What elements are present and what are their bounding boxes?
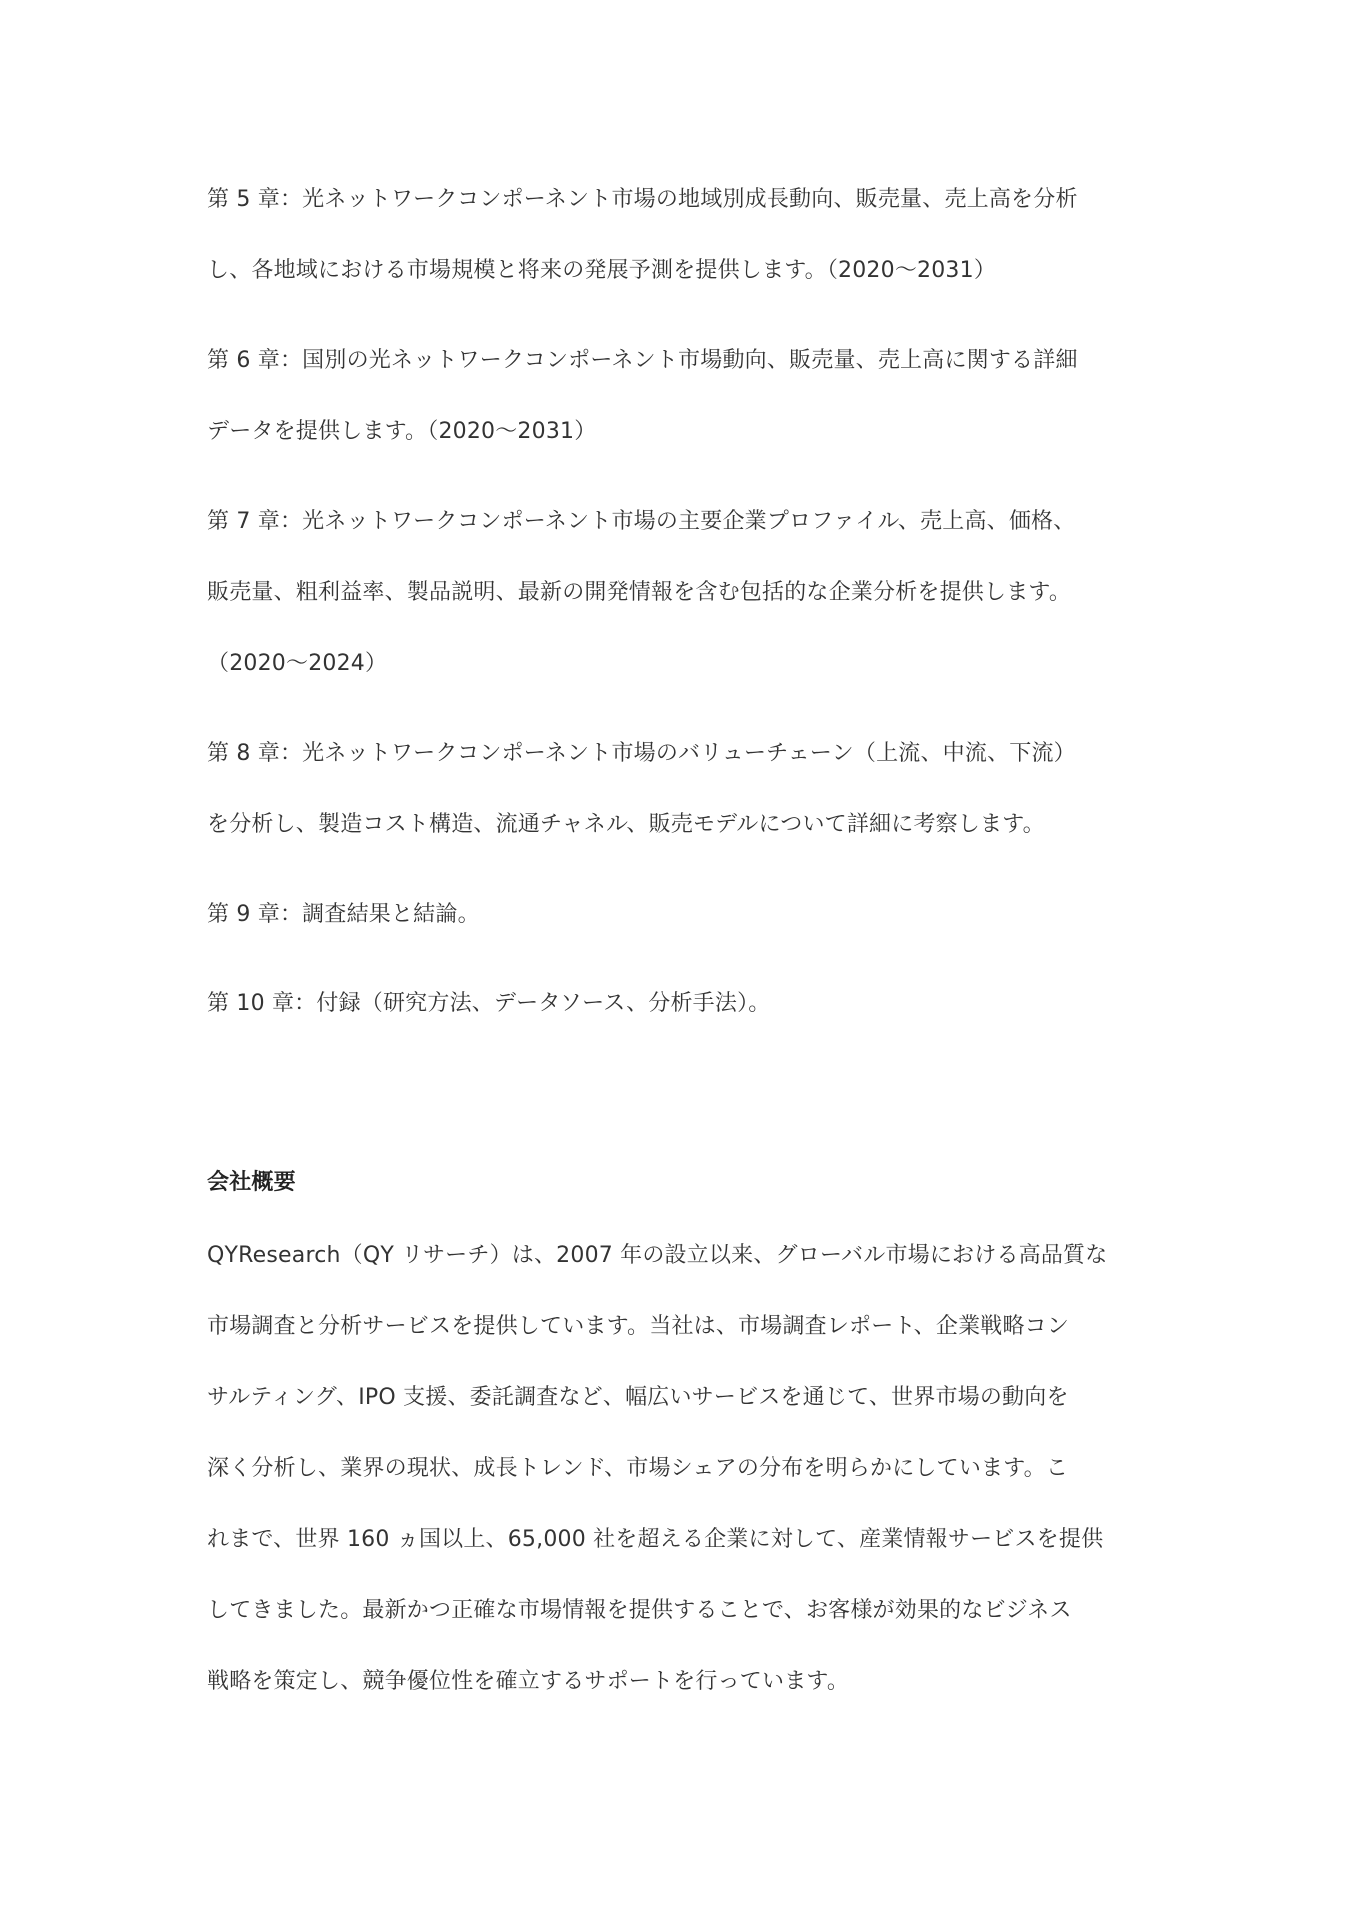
chapter-7-line-2: 販売量、粗利益率、製品説明、最新の開発情報を含む包括的な企業分析を提供します。 (207, 580, 1072, 605)
chapter-6-line-1: 第 6 章：国別の光ネットワークコンポーネント市場動向、販売量、売上高に関する詳細 (207, 348, 1078, 373)
chapter-10-line-1: 第 10 章：付録（研究方法、データソース、分析手法）。 (207, 991, 771, 1016)
chapter-6-line-2: データを提供します。（2020〜2031） (207, 419, 597, 444)
company-overview-heading: 会社概要 (207, 1170, 296, 1195)
chapter-7-line-1: 第 7 章：光ネットワークコンポーネント市場の主要企業プロファイル、売上高、価格、 (207, 509, 1076, 534)
company-overview-line-7: 戦略を策定し、競争優位性を確立するサポートを行っています。 (207, 1669, 850, 1694)
company-overview-line-5: れまで、世界 160 ヵ国以上、65,000 社を超える企業に対して、産業情報サービスを提供 (207, 1527, 1104, 1552)
chapter-8-line-2: を分析し、製造コスト構造、流通チャネル、販売モデルについて詳細に考察します。 (207, 812, 1045, 837)
chapter-5-line-2: し、各地域における市場規模と将来の発展予測を提供します。（2020〜2031） (207, 258, 997, 283)
company-overview-line-2: 市場調査と分析サービスを提供しています。当社は、市場調査レポート、企業戦略コン (207, 1314, 1070, 1339)
company-overview-line-4: 深く分析し、業界の現状、成長トレンド、市場シェアの分布を明らかにしています。こ (207, 1456, 1069, 1481)
chapter-8-line-1: 第 8 章：光ネットワークコンポーネント市場のバリューチェーン（上流、中流、下流） (207, 741, 1076, 766)
chapter-7-line-3: （2020〜2024） (207, 651, 388, 676)
chapter-5-line-1: 第 5 章：光ネットワークコンポーネント市場の地域別成長動向、販売量、売上高を分析 (207, 187, 1078, 212)
company-overview-line-3: サルティング、IPO 支援、委託調査など、幅広いサービスを通じて、世界市場の動向を (207, 1385, 1069, 1410)
chapter-9-line-1: 第 9 章：調査結果と結論。 (207, 902, 480, 927)
company-overview-line-1: QYResearch（QY リサーチ）は、2007 年の設立以来、グローバル市場における高品質な (207, 1243, 1108, 1268)
company-overview-line-6: してきました。最新かつ正確な市場情報を提供することで、お客様が効果的なビジネス (207, 1598, 1072, 1623)
